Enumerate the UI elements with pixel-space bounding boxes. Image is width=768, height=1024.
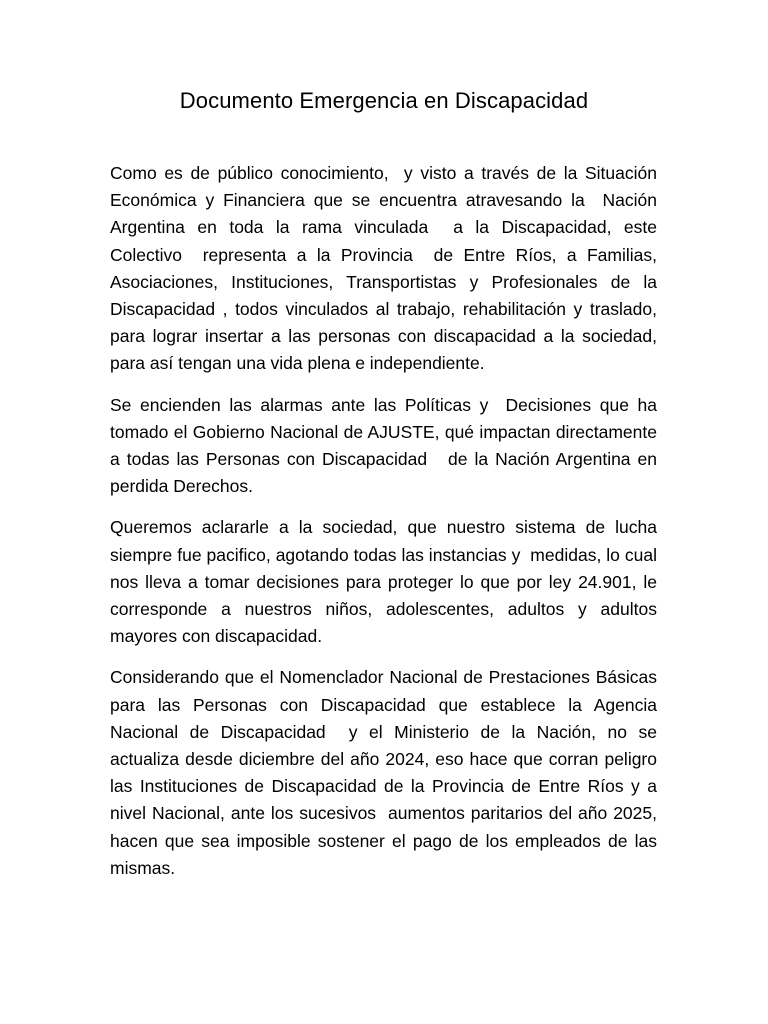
paragraph-alarms: Se encienden las alarmas ante las Políticas y Decisiones que ha tomado el Gobierno Nacional de AJUSTE, qué impactan directamente a todas las Personas con Discapacidad de la Nación Argentina en perdida Derechos. xyxy=(110,394,662,497)
paragraph-clarification: Queremos aclararle a la sociedad, que nuestro sistema de lucha siempre fue pacifico, agotando todas las instancias y medidas, lo cual nos lleva a tomar decisiones para proteger lo que por ley 24.901, le corresponde a nuestros niños, adolescentes, adultos y adultos mayores con discapacidad. xyxy=(110,517,672,647)
document-body xyxy=(110,160,672,896)
document-title: Documento Emergencia en Discapacidad xyxy=(179,88,589,113)
paragraph-context: Como es de público conocimiento, y visto a través de la Situación Económica y Financiera que se encuentra atravesando la Nación Argentina en toda la rama vinculada a la Discapacidad, este Colectivo representa a la Provincia de Entre Ríos, a Familias, Asociaciones, Instituciones, Transportistas y Profesionales de la Discapacidad , todos vinculados al trabajo, rehabilitación y traslado, para lograr insertar a las personas con discapacidad a la sociedad, para así tengan una vida plena e independiente. xyxy=(110,163,662,374)
paragraph-nomenclador: Considerando que el Nomenclador Nacional de Prestaciones Básicas para las Personas con Discapacidad que establece la Agencia Nacional de Discapacidad y el Ministerio de la Nación, no se actualiza desde diciembre del año 2024, eso hace que corran peligro las Instituciones de Discapacidad de la Provincia de Entre Ríos y a nivel Nacional, ante los sucesivos aumentos paritarios del año 2025, hacen que sea imposible sostener el pago de los empleados de las mismas. xyxy=(110,667,662,878)
